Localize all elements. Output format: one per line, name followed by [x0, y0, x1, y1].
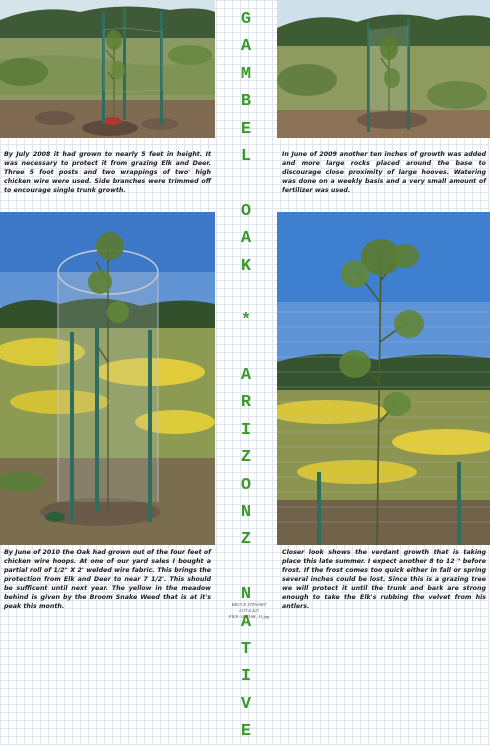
title-letter: A — [240, 366, 252, 386]
title-letter: M — [240, 64, 252, 84]
photo-june-2010-image — [0, 212, 215, 545]
photo-late-summer-closeup-image — [277, 212, 490, 545]
photo-july-2008 — [0, 0, 215, 138]
title-letter: K — [240, 256, 252, 276]
author-signature — [220, 602, 278, 621]
signature-file: FILE: GBOAK_11.jpg — [228, 614, 270, 620]
title-spacer — [226, 335, 266, 362]
title-letter: Z — [240, 448, 252, 468]
title-letter: O — [240, 201, 252, 221]
title-letter: E — [240, 722, 252, 742]
title-letter: E — [240, 119, 252, 139]
title-letter: L — [240, 146, 252, 166]
title-letter: O — [240, 475, 252, 495]
title-letter: N — [240, 503, 252, 523]
title-letter: R — [240, 393, 252, 413]
signature-lot: LOT # 425 — [239, 608, 259, 614]
signature-name: BRUCE STEWART — [231, 602, 267, 607]
title-letter: I — [240, 667, 252, 687]
title-letter: V — [240, 694, 252, 714]
title-letter: * — [240, 311, 252, 331]
title-letter: A — [240, 229, 252, 249]
photo-july-2008-image — [0, 0, 215, 138]
photo-june-2009 — [277, 0, 490, 138]
caption-june-2010: By June of 2010 the Oak had grown out of the four feet of chicken wire hoops. At one of our yard sales I bought a partial roll of 1/2" X 2' welded wire fabric. This brings the protection from Elk and Deer to near 7 1/2'. This should be sufficent until next year. The yellow in the meadow behind is given by the Broom Snake Weed that is at it's peak this month. — [4, 549, 211, 610]
title-spacer — [226, 554, 266, 581]
title-letter: T — [240, 639, 252, 659]
title-letter: A — [240, 37, 252, 57]
caption-late-summer: Closer look shows the verdant growth that is taking place this late summer. I expect another 8 to 12 " before frost. If the frost comes too quick either in fall or spring several inches could be lost. Since this is a grazing tree we will protect it until the trunk and bark are strong enough to take the Elk's rubbing the velvet from his antlers. — [282, 549, 486, 610]
title-letter: Z — [240, 530, 252, 550]
title-letter: B — [240, 92, 252, 112]
photo-late-summer-closeup — [277, 212, 490, 545]
photo-june-2009-image — [277, 0, 490, 138]
title-letter: A — [240, 612, 252, 632]
title-letter: I — [240, 420, 252, 440]
title-letter: N — [240, 585, 252, 605]
caption-june-2009: In June of 2009 another ten inches of growth was added and more large rocks placed around the base to discourage close proximity of large hooves. Watering was done on a weekly basis and a very small amount of fertilizer was used. — [282, 151, 486, 194]
title-letter: G — [240, 10, 252, 29]
vertical-title — [226, 6, 266, 746]
caption-july-2008: By July 2008 it had grown to nearly 5 feet in height. It was necessary to protect it from grazing Elk and Deer. Three 5 foot posts and two wrappings of two' high chicken wire were used. Side branches were trimmed off to encourage single trunk growth. — [4, 151, 211, 194]
title-spacer — [226, 280, 266, 307]
photo-june-2010 — [0, 212, 215, 545]
title-spacer — [226, 170, 266, 197]
